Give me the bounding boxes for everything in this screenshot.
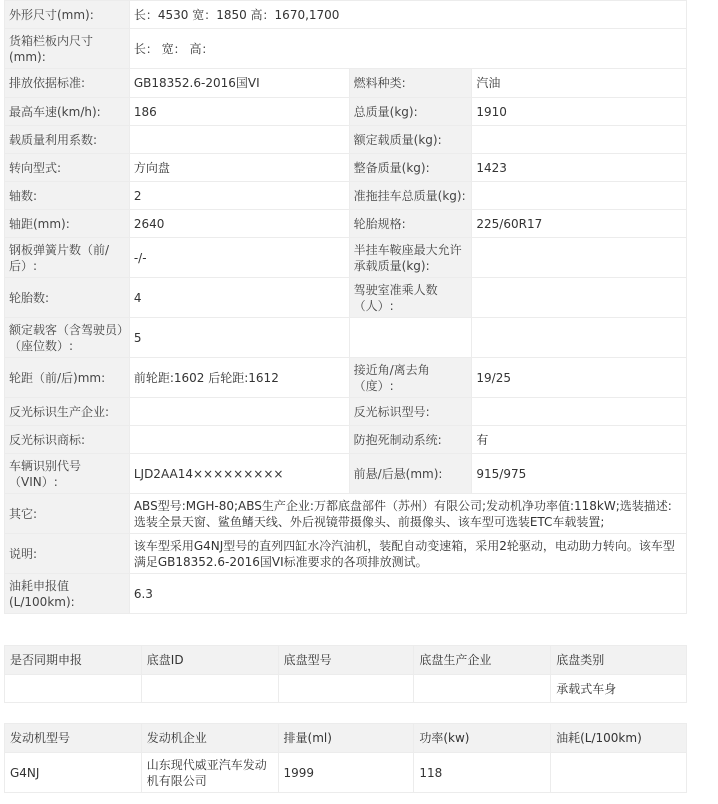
- engine-cell: 山东现代威亚汽车发动机有限公司: [141, 753, 278, 793]
- chassis-cell: [141, 675, 278, 703]
- spec-label: 半挂车鞍座最大允许承载质量(kg):: [349, 238, 472, 278]
- other-label: 其它:: [5, 494, 130, 534]
- spec-row-dimensions: [5, 1, 687, 29]
- spec-row: [5, 398, 687, 426]
- spec-value: 2640: [129, 210, 349, 238]
- spec-label: 前悬/后悬(mm):: [349, 454, 472, 494]
- chassis-header: 底盘类别: [551, 646, 687, 675]
- engine-header: 发动机企业: [141, 724, 278, 753]
- spec-row: [5, 454, 687, 494]
- engine-header: 油耗(L/100km): [551, 724, 687, 753]
- spec-value: GB18352.6-2016国VI: [129, 69, 349, 98]
- spec-label: 轴距(mm):: [5, 210, 130, 238]
- spec-value: [129, 426, 349, 454]
- chassis-cell: [5, 675, 142, 703]
- spec-label: 燃料种类:: [349, 69, 472, 98]
- spec-value: 915/975: [472, 454, 687, 494]
- engine-row: [5, 753, 687, 793]
- engine-cell: [551, 753, 687, 793]
- chassis-header: 是否同期申报: [5, 646, 142, 675]
- spec-value: [472, 398, 687, 426]
- cargo-box-value: 长： 宽： 高：: [129, 29, 686, 69]
- spec-value: 19/25: [472, 358, 687, 398]
- spec-row: [5, 358, 687, 398]
- engine-table: [4, 723, 687, 793]
- spec-value: 225/60R17: [472, 210, 687, 238]
- spec-label: 轴数:: [5, 182, 130, 210]
- other-value: ABS型号:MGH-80;ABS生产企业:万都底盘部件（苏州）有限公司;发动机净功率值:118kW;选装描述:选装全景天窗、鲨鱼鳍天线、外后视镜带摄像头、前摄像头、该车型可选装ETC车载装置;: [129, 494, 686, 534]
- dimensions-value: 长：4530 宽：1850 高：1670,1700: [129, 1, 686, 29]
- spec-row: [5, 154, 687, 182]
- chassis-cell: [278, 675, 414, 703]
- spec-value: [129, 126, 349, 154]
- spec-label: 额定载质量(kg):: [349, 126, 472, 154]
- spec-row: [5, 69, 687, 98]
- spec-value: [472, 182, 687, 210]
- spec-label: 接近角/离去角（度）:: [349, 358, 472, 398]
- spec-label: 整备质量(kg):: [349, 154, 472, 182]
- chassis-cell: 承载式车身: [551, 675, 687, 703]
- spec-empty-cell: [349, 318, 472, 358]
- spec-row-other: [5, 494, 687, 534]
- spec-row: [5, 426, 687, 454]
- spec-empty-cell: [472, 318, 687, 358]
- spec-label: 防抱死制动系统:: [349, 426, 472, 454]
- spec-row: [5, 98, 687, 126]
- spec-value: 2: [129, 182, 349, 210]
- spec-row: [5, 210, 687, 238]
- chassis-header: 底盘生产企业: [414, 646, 551, 675]
- notes-value: 该车型采用G4NJ型号的直列四缸水冷汽油机，装配自动变速箱，采用2轮驱动，电动助力转向。该车型满足GB18352.6-2016国VI标准要求的各项排放测试。: [129, 534, 686, 574]
- spec-label: 轮距（前/后)mm:: [5, 358, 130, 398]
- fuel-consumption-label: 油耗申报值(L/100km):: [5, 574, 130, 614]
- spec-label: 转向型式:: [5, 154, 130, 182]
- spec-label: 额定载客（含驾驶员）（座位数）:: [5, 318, 130, 358]
- engine-cell: 1999: [278, 753, 414, 793]
- spec-value: 汽油: [472, 69, 687, 98]
- spec-value: 186: [129, 98, 349, 126]
- chassis-row: [5, 675, 687, 703]
- cargo-box-label: 货箱栏板内尺寸(mm):: [5, 29, 130, 69]
- spec-row: [5, 278, 687, 318]
- spec-label: 车辆识别代号（VIN）:: [5, 454, 130, 494]
- spec-label: 反光标识商标:: [5, 426, 130, 454]
- spec-label: 轮胎数:: [5, 278, 130, 318]
- notes-label: 说明:: [5, 534, 130, 574]
- spec-value: LJD2AA14×××××××××: [129, 454, 349, 494]
- spec-label: 轮胎规格:: [349, 210, 472, 238]
- spec-label: 总质量(kg):: [349, 98, 472, 126]
- spec-value: [129, 398, 349, 426]
- chassis-table: [4, 645, 687, 703]
- spec-row-cargo-box: [5, 29, 687, 69]
- engine-header: 发动机型号: [5, 724, 142, 753]
- engine-header-row: [5, 724, 687, 753]
- spec-value: [472, 278, 687, 318]
- spec-row: [5, 318, 687, 358]
- spec-label: 排放依据标准:: [5, 69, 130, 98]
- dimensions-label: 外形尺寸(mm):: [5, 1, 130, 29]
- spec-value: 1910: [472, 98, 687, 126]
- spec-value: [472, 238, 687, 278]
- chassis-header: 底盘ID: [141, 646, 278, 675]
- spec-row-notes: [5, 534, 687, 574]
- spec-row: [5, 238, 687, 278]
- spec-label: 反光标识型号:: [349, 398, 472, 426]
- spec-label: 反光标识生产企业:: [5, 398, 130, 426]
- spec-value: 4: [129, 278, 349, 318]
- spec-row-fuel: [5, 574, 687, 614]
- engine-cell: 118: [414, 753, 551, 793]
- chassis-cell: [414, 675, 551, 703]
- spec-label: 钢板弹簧片数（前/后）:: [5, 238, 130, 278]
- vehicle-spec-table: [4, 0, 687, 614]
- engine-header: 排量(ml): [278, 724, 414, 753]
- chassis-header-row: [5, 646, 687, 675]
- spec-label: 准拖挂车总质量(kg):: [349, 182, 472, 210]
- spec-value: [472, 126, 687, 154]
- spec-value: 有: [472, 426, 687, 454]
- spec-label: 最高车速(km/h):: [5, 98, 130, 126]
- spec-value: 前轮距:1602 后轮距:1612: [129, 358, 349, 398]
- fuel-consumption-value: 6.3: [129, 574, 686, 614]
- spec-value: 5: [129, 318, 349, 358]
- spec-label: 载质量利用系数:: [5, 126, 130, 154]
- engine-cell: G4NJ: [5, 753, 142, 793]
- engine-header: 功率(kw): [414, 724, 551, 753]
- spec-value: 1423: [472, 154, 687, 182]
- spec-row: [5, 182, 687, 210]
- chassis-header: 底盘型号: [278, 646, 414, 675]
- spec-value: -/-: [129, 238, 349, 278]
- spec-row: [5, 126, 687, 154]
- spec-value: 方向盘: [129, 154, 349, 182]
- spec-label: 驾驶室准乘人数（人）:: [349, 278, 472, 318]
